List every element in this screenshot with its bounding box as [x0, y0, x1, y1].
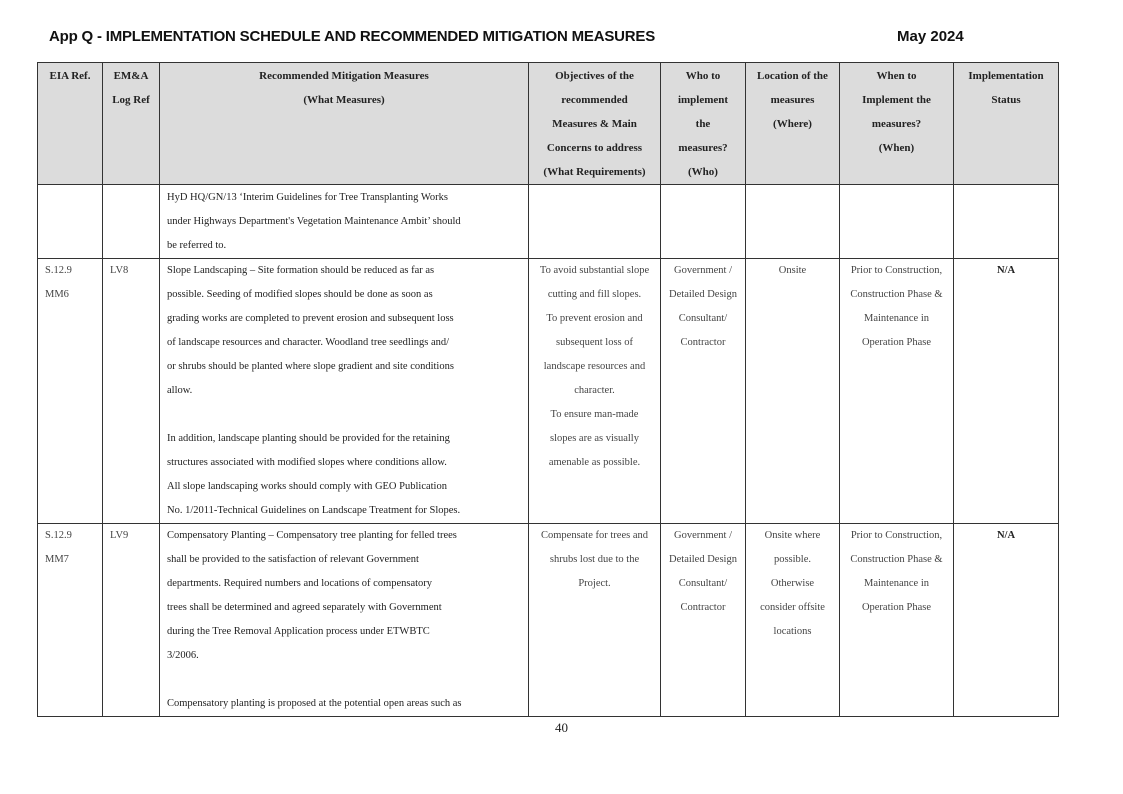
page-title: App Q - IMPLEMENTATION SCHEDULE AND RECOMMENDED MITIGATION MEASURES — [49, 28, 656, 45]
measures-cell: HyD HQ/GN/13 ‘Interim Guidelines for Tree Transplanting Works under Highways Department's Vegetation Maintenance Ambit’ should be referred to. — [160, 185, 529, 259]
table-row — [38, 259, 1059, 524]
header-implementation-status: Implementation Status — [954, 63, 1059, 185]
who-cell: Government / Detailed Design Consultant/ Contractor — [661, 259, 746, 524]
page-number: 40 — [555, 720, 568, 735]
table-header-row — [38, 63, 1059, 185]
header-objectives: Objectives of the recommended Measures & Main Concerns to address (What Requirements) — [529, 63, 661, 185]
header-location: Location of the measures (Where) — [746, 63, 840, 185]
when-cell: Prior to Construction, Construction Phase & Maintenance in Operation Phase — [840, 524, 954, 717]
table-row — [38, 524, 1059, 717]
status-cell: N/A — [954, 259, 1059, 524]
status-cell — [954, 185, 1059, 259]
eia-ref-cell: S.12.9 MM7 — [38, 524, 103, 717]
objectives-cell — [529, 185, 661, 259]
implementation-schedule-table — [37, 62, 1059, 717]
when-cell — [840, 185, 954, 259]
table-row — [38, 185, 1059, 259]
when-cell: Prior to Construction, Construction Phase & Maintenance in Operation Phase — [840, 259, 954, 524]
measures-cell: Compensatory Planting – Compensatory tree planting for felled trees shall be provided to the satisfaction of relevant Government departments. Required numbers and locations of compensatory trees shall be determined and agreed separately with Government during the Tree Removal Application process under ETWBTC 3/2006. Compensatory planting is proposed at the potential open areas such as — [160, 524, 529, 717]
log-ref-cell: LV9 — [103, 524, 160, 717]
who-cell: Government / Detailed Design Consultant/ Contractor — [661, 524, 746, 717]
header-recommended-measures: Recommended Mitigation Measures (What Measures) — [160, 63, 529, 185]
objectives-cell: Compensate for trees and shrubs lost due to the Project. — [529, 524, 661, 717]
measures-cell: Slope Landscaping – Site formation should be reduced as far as possible. Seeding of modified slopes should be done as soon as grading works are completed to prevent erosion and subsequent loss of landscape resources and character. Woodland tree seedlings and/ or shrubs should be planted where slope gradient and site conditions allow. In addition, landscape planting should be provided for the retaining structures associated with modified slopes where conditions allow. All slope landscaping works should comply with GEO Publication No. 1/2011-Technical Guidelines on Landscape Treatment for Slopes. — [160, 259, 529, 524]
status-cell: N/A — [954, 524, 1059, 717]
header-em-a-log-ref: EM&A Log Ref — [103, 63, 160, 185]
page-date: May 2024 — [897, 28, 964, 45]
header-who: Who to implement the measures? (Who) — [661, 63, 746, 185]
where-cell: Onsite where possible. Otherwise consider offsite locations — [746, 524, 840, 717]
objectives-cell: To avoid substantial slope cutting and fill slopes. To prevent erosion and subsequent loss of landscape resources and character. To ensure man-made slopes are as visually amenable as possible. — [529, 259, 661, 524]
log-ref-cell — [103, 185, 160, 259]
header-eia-ref: EIA Ref. — [38, 63, 103, 185]
eia-ref-cell — [38, 185, 103, 259]
where-cell — [746, 185, 840, 259]
where-cell: Onsite — [746, 259, 840, 524]
eia-ref-cell: S.12.9 MM6 — [38, 259, 103, 524]
header-when: When to Implement the measures? (When) — [840, 63, 954, 185]
log-ref-cell: LV8 — [103, 259, 160, 524]
who-cell — [661, 185, 746, 259]
